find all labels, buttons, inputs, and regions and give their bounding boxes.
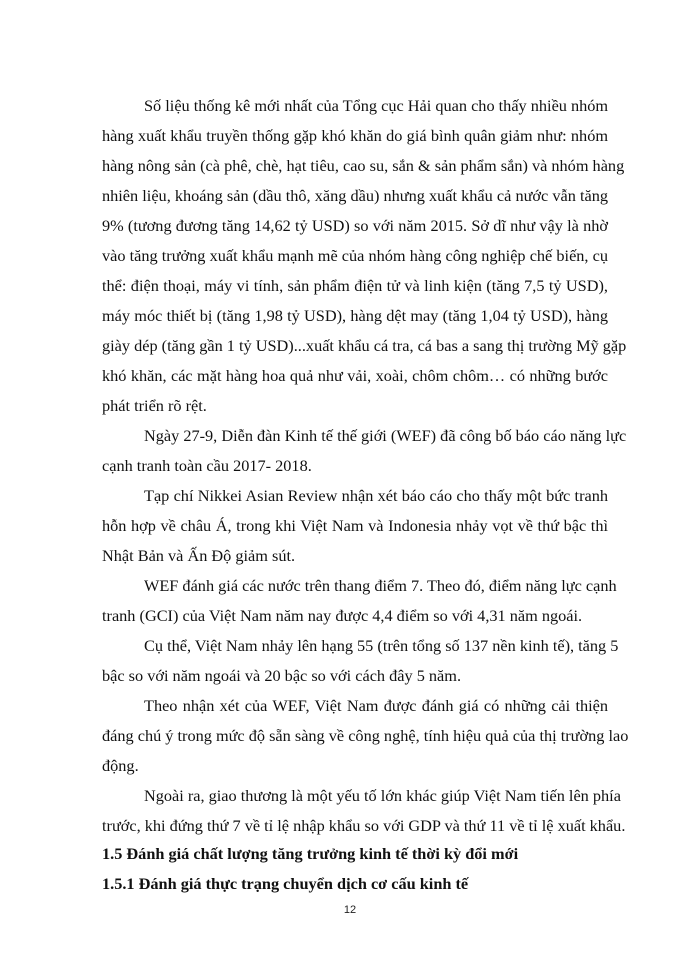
paragraph-line: Cụ thể, Việt Nam nhảy lên hạng 55 (trên tổng số 137 nền kinh tế), tăng 5 [144, 636, 619, 655]
paragraph-line: phát triển rõ rệt. [102, 396, 207, 415]
paragraph-line: đáng chú ý trong mức độ sẵn sàng về công nghệ, tính hiệu quả của thị trường lao [102, 726, 629, 745]
subsection-heading: 1.5.1 Đánh giá thực trạng chuyển dịch cơ cấu kinh tế [102, 874, 469, 893]
paragraph-line: vào tăng trưởng xuất khẩu mạnh mẽ của nhóm hàng công nghiệp chế biến, cụ [102, 246, 608, 265]
paragraph-line: hàng xuất khẩu truyền thống gặp khó khăn do giá bình quân giảm như: nhóm [102, 126, 608, 145]
paragraph-line: WEF đánh giá các nước trên thang điểm 7. Theo đó, điểm năng lực cạnh [144, 576, 617, 595]
paragraph-line: hỗn hợp về châu Á, trong khi Việt Nam và Indonesia nhảy vọt về thứ bậc thì [102, 516, 608, 535]
paragraph-line: máy móc thiết bị (tăng 1,98 tỷ USD), hàng dệt may (tăng 1,04 tỷ USD), hàng [102, 306, 608, 325]
paragraph-line: 9% (tương đương tăng 14,62 tỷ USD) so với năm 2015. Sở dĩ như vậy là nhờ [102, 216, 608, 235]
paragraph-line: khó khăn, các mặt hàng hoa quả như vải, xoài, chôm chôm… có những bước [102, 366, 608, 385]
paragraph-line: Ngày 27-9, Diễn đàn Kinh tế thế giới (WEF) đã công bố báo cáo năng lực [144, 426, 627, 445]
paragraph-line: cạnh tranh toàn cầu 2017- 2018. [102, 456, 312, 475]
paragraph-line: bậc so với năm ngoái và 20 bậc so với cách đây 5 năm. [102, 666, 462, 685]
paragraph-line: trước, khi đứng thứ 7 về tỉ lệ nhập khẩu so với GDP và thứ 11 về tỉ lệ xuất khẩu. [102, 816, 626, 835]
paragraph-line: thể: điện thoại, máy vi tính, sản phẩm điện tử và linh kiện (tăng 7,5 tỷ USD), [102, 276, 608, 295]
paragraph-line: Theo nhận xét của WEF, Việt Nam được đánh giá có những cải thiện [144, 696, 608, 715]
paragraph-line: Nhật Bản và Ấn Độ giảm sút. [102, 546, 296, 565]
paragraph-line: động. [102, 756, 139, 775]
page-number: 12 [343, 904, 357, 916]
paragraph-line: hàng nông sản (cà phê, chè, hạt tiêu, cao su, sắn & sản phẩm sắn) và nhóm hàng [102, 156, 625, 175]
paragraph-line: Ngoài ra, giao thương là một yếu tố lớn khác giúp Việt Nam tiến lên phía [144, 786, 621, 805]
section-heading: 1.5 Đánh giá chất lượng tăng trưởng kinh tế thời kỳ đổi mới [102, 844, 519, 863]
paragraph-line: nhiên liệu, khoáng sản (dầu thô, xăng dầu) nhưng xuất khẩu cả nước vẫn tăng [102, 186, 608, 205]
paragraph-line: Tạp chí Nikkei Asian Review nhận xét báo cáo cho thấy một bức tranh [144, 486, 608, 505]
paragraph-line: Số liệu thống kê mới nhất của Tổng cục Hải quan cho thấy nhiều nhóm [144, 96, 609, 115]
paragraph-line: giày dép (tăng gần 1 tỷ USD)...xuất khẩu cá tra, cá bas a sang thị trường Mỹ gặp [102, 336, 627, 355]
paragraph-line: tranh (GCI) của Việt Nam năm nay được 4,4 điểm so với 4,31 năm ngoái. [102, 606, 583, 625]
